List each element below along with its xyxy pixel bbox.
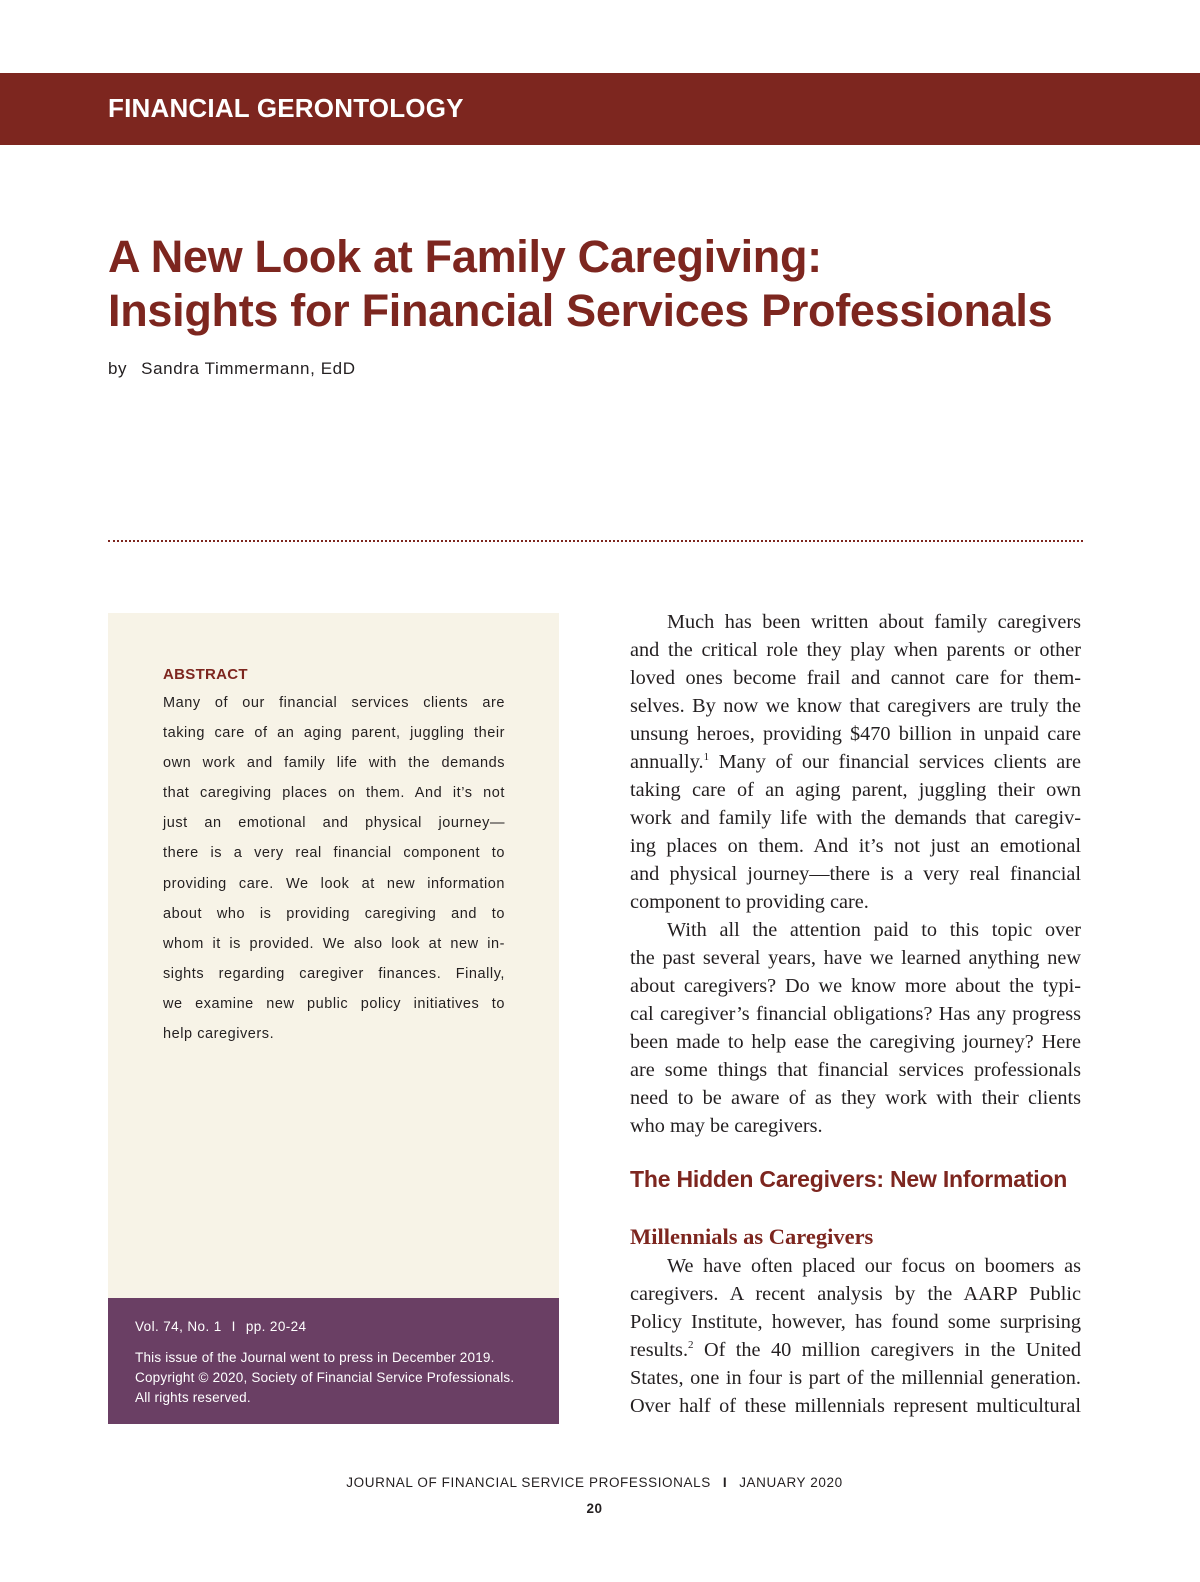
journal-name: JOURNAL OF FINANCIAL SERVICE PROFESSIONALS: [346, 1475, 711, 1490]
body-line: loved ones become frail and cannot care for them-: [630, 667, 1081, 689]
section-label: FINANCIAL GERONTOLOGY: [108, 93, 464, 123]
abstract-line: we examine new public policy initiatives to: [163, 995, 505, 1012]
body-text: annually.: [630, 751, 704, 773]
article-title: [108, 230, 1108, 338]
body-line: about caregivers? Do we know more about the typi-: [630, 975, 1081, 997]
body-line: work and family life with the demands that caregiv-: [630, 807, 1081, 829]
abstract-box: [108, 613, 559, 1298]
press-line: Copyright © 2020, Society of Financial Service Professionals.: [135, 1370, 515, 1385]
body-column-top: [630, 608, 1081, 1140]
abstract-line: taking care of an aging parent, juggling their: [163, 725, 505, 742]
volume-separator: I: [231, 1319, 236, 1334]
body-text: results.: [630, 1339, 689, 1361]
body-line: component to providing care.: [630, 891, 869, 913]
footer-separator: I: [722, 1475, 728, 1490]
body-line: taking care of an aging parent, juggling their own: [630, 779, 1081, 801]
issue-date: JANUARY 2020: [739, 1475, 843, 1490]
abstract-text: [163, 688, 505, 1049]
body-line: and physical journey—there is a very real financial: [630, 863, 1081, 885]
footnote-ref[interactable]: 2: [688, 1339, 694, 1351]
body-text: Many of our financial services clients are: [709, 751, 1081, 773]
title-line: A New Look at Family Caregiving:: [108, 231, 822, 282]
page-number: 20: [586, 1501, 603, 1516]
body-line-with-footnote: [630, 1336, 1081, 1364]
body-line: are some things that financial services professionals: [630, 1059, 1081, 1081]
body-line: cal caregiver’s financial obligations? Has any progress: [630, 1003, 1081, 1025]
running-footer: [0, 1475, 1189, 1490]
body-line: States, one in four is part of the millennial generation.: [630, 1367, 1081, 1389]
abstract-line: about who is providing caregiving and to: [163, 905, 505, 922]
abstract-line: whom it is provided. We also look at new in-: [163, 935, 505, 952]
byline-prefix: by: [108, 359, 128, 378]
body-line: Over half of these millennials represent multicultural: [630, 1395, 1081, 1417]
title-line: Insights for Financial Services Professionals: [108, 285, 1053, 336]
press-line: This issue of the Journal went to press in December 2019.: [135, 1350, 495, 1365]
body-line: ing places on them. And it’s not just an emotional: [630, 835, 1081, 857]
body-line: Much has been written about family caregivers: [667, 611, 1081, 633]
body-line: Policy Institute, however, has found some surprising: [630, 1311, 1081, 1333]
body-line: who may be caregivers.: [630, 1115, 823, 1137]
body-line: With all the attention paid to this topic over: [667, 919, 1081, 941]
section-heading: The Hidden Caregivers: New Information: [630, 1166, 1068, 1192]
body-column-bottom: [630, 1252, 1081, 1420]
body-line: need to be aware of as they work with their clients: [630, 1087, 1081, 1109]
body-line: selves. By now we know that caregivers are truly the: [630, 695, 1081, 717]
pages: pp. 20-24: [245, 1319, 307, 1334]
body-text: Of the 40 million caregivers in the United: [693, 1339, 1081, 1361]
abstract-line: Many of our financial services clients are: [163, 695, 505, 711]
abstract-line: sights regarding caregiver finances. Finally,: [163, 965, 505, 982]
abstract-line: just an emotional and physical journey—: [163, 815, 505, 832]
byline: [108, 359, 356, 379]
abstract-heading: ABSTRACT: [163, 666, 248, 683]
author-name: Sandra Timmermann, EdD: [141, 359, 356, 378]
body-line: unsung heroes, providing $470 billion in unpaid care: [630, 723, 1081, 745]
volume: Vol. 74, No. 1: [135, 1319, 222, 1334]
abstract-line: own work and family life with the demands: [163, 755, 505, 772]
section-band: [0, 73, 1200, 145]
body-line: been made to help ease the caregiving journey? Here: [630, 1031, 1081, 1053]
body-line: and the critical role they play when parents or other: [630, 639, 1081, 661]
footnote-ref[interactable]: 1: [703, 751, 710, 763]
abstract-line: that caregiving places on them. And it’s not: [163, 785, 505, 802]
issue-info-box: [108, 1298, 559, 1424]
dotted-divider: [108, 540, 1083, 542]
press-line: All rights reserved.: [135, 1390, 251, 1405]
subsection-heading: Millennials as Caregivers: [630, 1224, 874, 1249]
body-line: caregivers. A recent analysis by the AARP Public: [630, 1283, 1081, 1305]
press-note: [135, 1348, 545, 1408]
abstract-line: providing care. We look at new information: [163, 875, 505, 892]
abstract-line: there is a very real financial component to: [163, 845, 505, 862]
abstract-line: help caregivers.: [163, 1026, 275, 1043]
volume-line: [135, 1319, 306, 1334]
body-line: the past several years, have we learned anything new: [630, 947, 1081, 969]
body-line-with-footnote: [630, 748, 1081, 776]
body-line: We have often placed our focus on boomers as: [667, 1255, 1081, 1277]
